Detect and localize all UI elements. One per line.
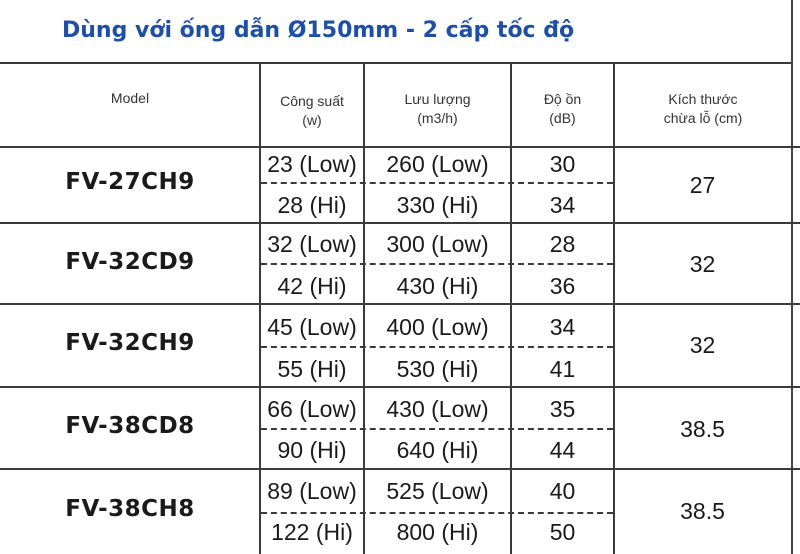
row-divider <box>0 303 800 305</box>
header-model-label: Model <box>110 90 150 106</box>
low-hi-separator <box>261 428 613 430</box>
power-hi: 90 (Hi) <box>277 437 347 463</box>
power-hi: 122 (Hi) <box>271 519 353 545</box>
low-hi-separator <box>261 512 613 514</box>
model-name: FV-38CD8 <box>65 413 195 439</box>
header-bottom-border <box>0 146 800 148</box>
power-low: 45 (Low) <box>267 314 357 340</box>
noise-hi: 36 <box>549 273 576 299</box>
power-hi: 55 (Hi) <box>277 356 347 382</box>
model-name: FV-32CH9 <box>65 330 195 356</box>
header-power-unit: (w) <box>302 112 322 128</box>
noise-hi: 44 <box>549 437 576 463</box>
power-low: 66 (Low) <box>267 396 357 422</box>
flow-low: 430 (Low) <box>386 396 489 422</box>
model-name: FV-32CD9 <box>65 249 195 275</box>
flow-low: 300 (Low) <box>386 231 489 257</box>
flow-low: 260 (Low) <box>386 151 489 177</box>
power-hi: 28 (Hi) <box>277 192 347 218</box>
flow-low: 525 (Low) <box>386 478 489 504</box>
row-divider <box>0 222 800 224</box>
row-divider <box>0 468 800 470</box>
hole-size: 32 <box>689 332 716 358</box>
power-hi: 42 (Hi) <box>277 273 347 299</box>
header-size-label: Kích thước <box>668 91 738 107</box>
header-flow-unit: (m3/h) <box>417 110 458 126</box>
noise-hi: 34 <box>549 192 576 218</box>
header-power <box>261 92 363 130</box>
header-noise <box>512 90 613 128</box>
header-power-label: Công suất <box>280 93 344 109</box>
header-model <box>0 89 260 108</box>
column-divider <box>613 62 615 554</box>
noise-low: 28 <box>549 231 576 257</box>
hole-size: 27 <box>689 172 716 198</box>
flow-low: 400 (Low) <box>386 314 489 340</box>
power-low: 32 (Low) <box>267 231 357 257</box>
header-flow <box>365 90 510 128</box>
power-low: 89 (Low) <box>267 478 357 504</box>
hole-size: 38.5 <box>680 498 725 524</box>
model-name: FV-38CH8 <box>65 496 195 522</box>
header-flow-label: Lưu lượng <box>404 91 471 107</box>
flow-hi: 800 (Hi) <box>396 519 479 545</box>
noise-low: 35 <box>549 396 576 422</box>
hole-size: 38.5 <box>680 416 725 442</box>
low-hi-separator <box>261 263 613 265</box>
page-title: Dùng với ống dẫn Ø150mm - 2 cấp tốc độ <box>62 18 575 43</box>
flow-hi: 430 (Hi) <box>396 273 479 299</box>
noise-low: 40 <box>549 478 576 504</box>
noise-low: 34 <box>549 314 576 340</box>
low-hi-separator <box>261 346 613 348</box>
header-size <box>615 90 791 128</box>
header-noise-label: Độ ồn <box>543 91 582 107</box>
header-noise-unit: (dB) <box>549 110 576 126</box>
flow-hi: 640 (Hi) <box>396 437 479 463</box>
header-size-sub: chừa lỗ (cm) <box>663 110 743 126</box>
power-low: 23 (Low) <box>267 151 357 177</box>
low-hi-separator <box>261 182 613 184</box>
flow-hi: 330 (Hi) <box>396 192 479 218</box>
flow-hi: 530 (Hi) <box>396 356 479 382</box>
noise-hi: 50 <box>549 519 576 545</box>
row-divider <box>0 386 800 388</box>
page-edge-line <box>791 0 793 554</box>
noise-hi: 41 <box>549 356 576 382</box>
model-name: FV-27CH9 <box>65 169 195 195</box>
noise-low: 30 <box>549 151 576 177</box>
table-top-border <box>0 62 791 64</box>
hole-size: 32 <box>689 251 716 277</box>
